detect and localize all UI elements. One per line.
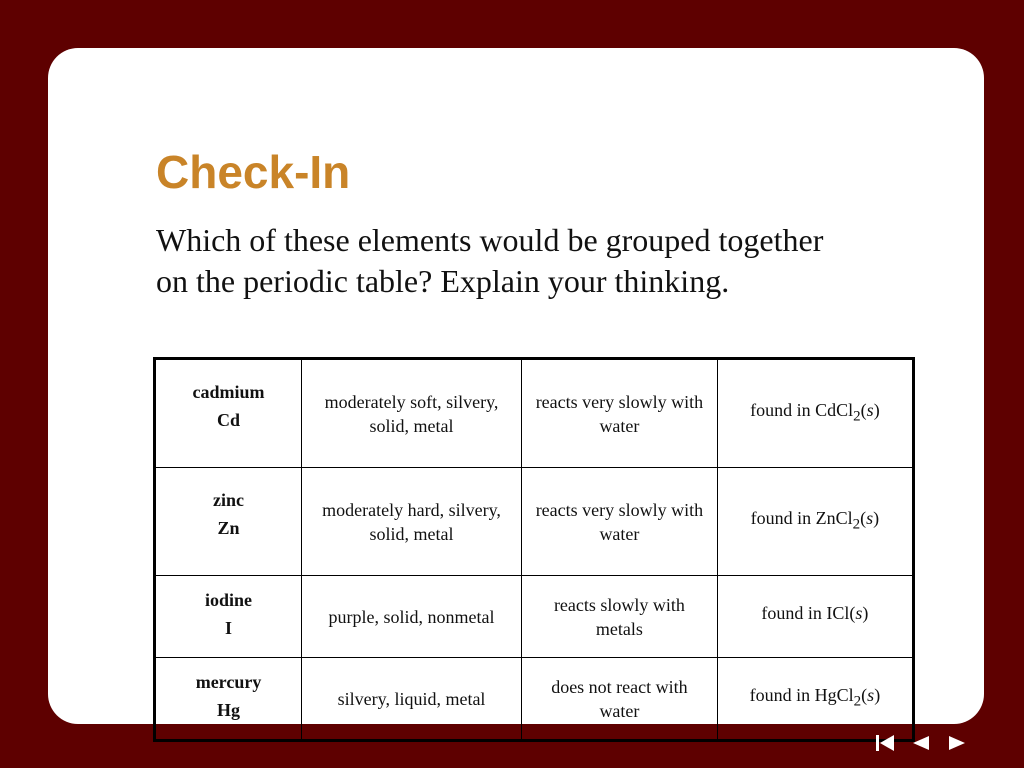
element-name: cadmium — [192, 382, 265, 402]
found-in-prefix: found in ZnCl — [750, 508, 853, 529]
element-name: mercury — [195, 672, 262, 692]
next-arrow-icon[interactable] — [946, 732, 968, 754]
slide-title: Check-In — [156, 146, 351, 198]
element-symbol: Hg — [217, 700, 241, 720]
found-in-state: s — [866, 508, 874, 529]
found-in-subscript: 2 — [852, 516, 861, 533]
table-row — [155, 576, 914, 658]
found-in-cell: found in ZnCl$_2$(s) — [717, 468, 913, 576]
found-in-prefix: found in ICl — [761, 603, 850, 624]
previous-arrow-icon[interactable] — [910, 732, 932, 754]
element-name: zinc — [213, 490, 245, 510]
found-in-state: s — [867, 685, 875, 706]
table-row — [155, 658, 914, 741]
properties-cell: silvery, liquid, metal — [302, 658, 522, 741]
found-in-subscript: 2 — [853, 408, 861, 425]
element-symbol: Cd — [217, 410, 241, 430]
element-name-cell — [155, 658, 302, 741]
table-row — [155, 359, 914, 468]
element-symbol: Zn — [217, 518, 240, 538]
reactivity-cell: reacts very slowly with water — [522, 468, 718, 576]
element-name-cell — [155, 576, 302, 658]
slide-navigation — [874, 732, 968, 754]
found-in-state: s — [855, 603, 863, 624]
found-in-cell: found in ICl(s) — [717, 576, 913, 658]
element-symbol: I — [225, 618, 233, 638]
found-in-state: s — [866, 400, 874, 421]
found-in-cell: found in HgCl$_2$(s) — [717, 658, 913, 741]
element-name-cell — [155, 359, 302, 468]
properties-cell: moderately soft, silvery, solid, metal — [302, 359, 522, 468]
element-name-cell — [155, 468, 302, 576]
found-in-prefix: found in HgCl — [749, 685, 854, 706]
skip-to-start-icon[interactable] — [874, 732, 896, 754]
reactivity-cell: reacts slowly with metals — [522, 576, 718, 658]
reactivity-cell: does not react with water — [522, 658, 718, 741]
properties-cell: moderately hard, silvery, solid, metal — [302, 468, 522, 576]
reactivity-cell: reacts very slowly with water — [522, 359, 718, 468]
table-row — [155, 468, 914, 576]
found-in-prefix: found in CdCl — [750, 400, 854, 421]
question-text: Which of these elements would be grouped together on the periodic table? Explain your thinking. — [156, 222, 824, 299]
found-in-cell: found in CdCl$_2$(s) — [717, 359, 913, 468]
element-name: iodine — [205, 590, 253, 610]
properties-cell: purple, solid, nonmetal — [302, 576, 522, 658]
found-in-subscript: 2 — [853, 693, 862, 710]
elements-table — [153, 357, 915, 742]
